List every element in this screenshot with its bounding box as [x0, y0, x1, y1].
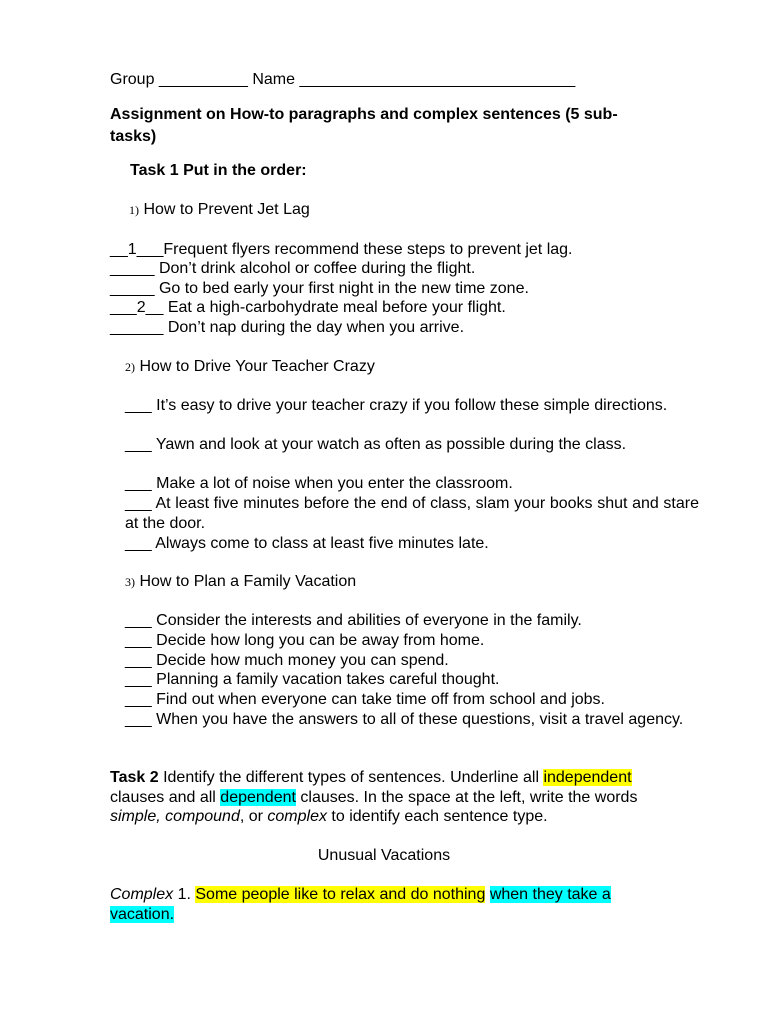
list-item: ___ Find out when everyone can take time off from school and jobs. — [125, 691, 605, 708]
task1-heading: Task 1 Put in the order: — [130, 162, 307, 179]
section-2-title: How to Drive Your Teacher Crazy — [139, 358, 375, 375]
list-item: ___ Decide how long you can be away from home. — [125, 632, 485, 649]
section-1-number: 1) — [129, 203, 139, 217]
sentence-type-answer: Complex — [110, 886, 174, 903]
dependent-clause-highlight: when they take a — [489, 886, 611, 903]
list-item: ___ Planning a family vacation takes careful thought. — [125, 671, 500, 688]
task2-instructions-line-3: simple, compound, or complex to identify each sentence type. — [110, 808, 548, 825]
list-item: ___ Make a lot of noise when you enter the classroom. — [125, 475, 513, 492]
task2-label: Task 2 — [110, 769, 159, 786]
list-item: ___ When you have the answers to all of these questions, visit a travel agency. — [125, 711, 684, 728]
group-name-line: Group __________ Name _______________________________ — [110, 71, 576, 88]
list-item: ___2__ Eat a high-carbohydrate meal before your flight. — [110, 299, 506, 316]
assignment-title-line-1: Assignment on How-to paragraphs and complex sentences (5 sub- — [110, 106, 618, 123]
list-item: __1___Frequent flyers recommend these steps to prevent jet lag. — [110, 241, 573, 258]
list-item: _____ Go to bed early your first night in the new time zone. — [110, 280, 529, 297]
list-item: ___ At least five minutes before the end of class, slam your books shut and stare at the door. — [125, 495, 699, 532]
list-item: ___ Decide how much money you can spend. — [125, 652, 449, 669]
list-item: _____ Don’t drink alcohol or coffee during the flight. — [110, 260, 476, 277]
list-item: ___ Yawn and look at your watch as often as possible during the class. — [125, 436, 627, 453]
assignment-title-line-2: tasks) — [110, 128, 157, 145]
section-3-title: How to Plan a Family Vacation — [139, 573, 357, 590]
task2-instructions-line-1: Task 2 Identify the different types of sentences. Underline all independent — [110, 769, 632, 786]
example-sentence-line-2 — [110, 905, 174, 925]
independent-clause-highlight: Some people like to relax and do nothing — [195, 886, 486, 903]
example-sentence-line-1: Complex 1. Some people like to relax and do nothing when they take a — [110, 886, 611, 903]
section-2-heading — [125, 357, 375, 378]
list-item: ___ It’s easy to drive your teacher crazy if you follow these simple directions. — [125, 397, 668, 414]
task2-instructions-line-2: clauses and all dependent clauses. In the space at the left, write the words — [110, 789, 638, 806]
section-3-heading — [125, 572, 356, 593]
section-3-number: 3) — [125, 575, 135, 589]
highlight-independent: independent — [543, 769, 632, 786]
highlight-dependent: dependent — [220, 789, 296, 806]
list-item: ______ Don’t nap during the day when you arrive. — [110, 319, 465, 336]
task2-subtitle: Unusual Vacations — [317, 847, 451, 864]
section-2-number: 2) — [125, 360, 135, 374]
section-1-title: How to Prevent Jet Lag — [143, 201, 310, 218]
list-item: ___ Always come to class at least five minutes late. — [125, 535, 489, 552]
list-item: ___ Consider the interests and abilities of everyone in the family. — [125, 612, 582, 629]
dependent-clause-highlight-cont: vacation. — [110, 906, 175, 923]
section-1-heading — [129, 200, 310, 221]
